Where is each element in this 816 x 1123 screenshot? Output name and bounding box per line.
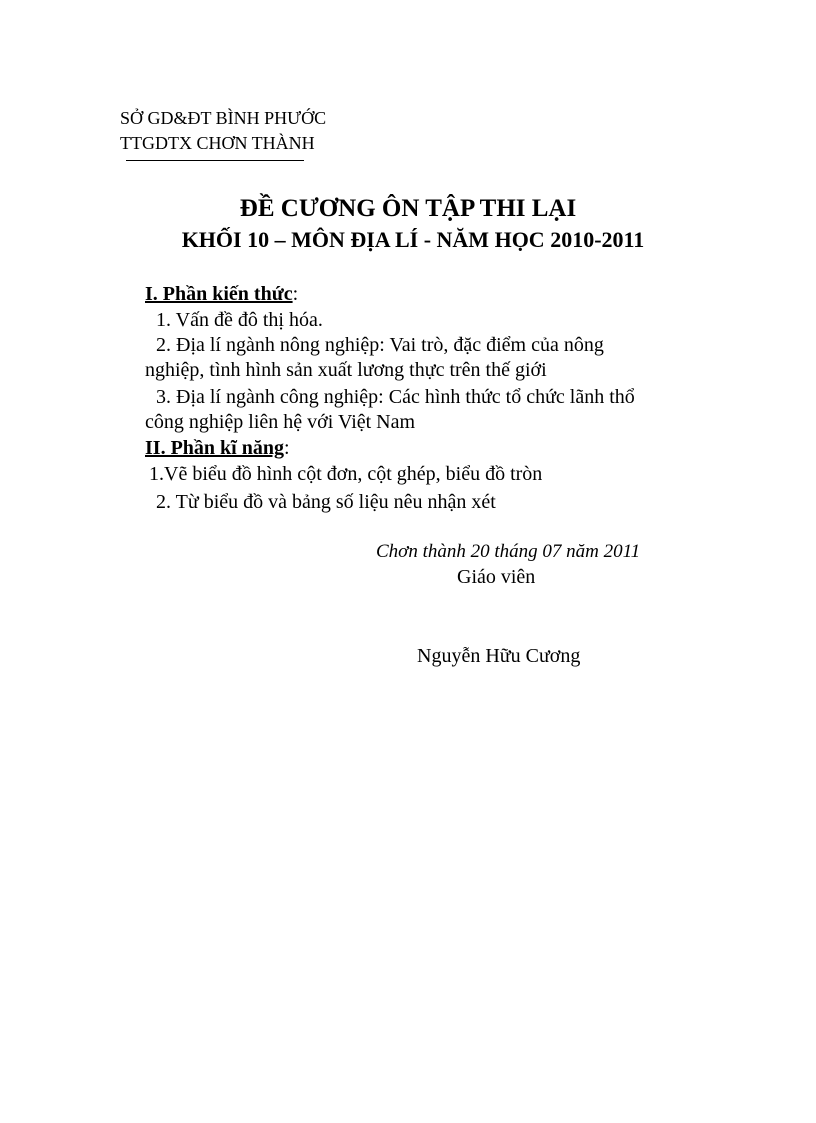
section-1-item-1: 1. Vấn đề đô thị hóa.: [156, 309, 323, 331]
section-2-heading-text: II. Phần kĩ năng: [145, 437, 284, 459]
signature-place-date: Chơn thành 20 tháng 07 năm 2011: [376, 541, 641, 562]
document-subtitle: KHỐI 10 – MÔN ĐỊA LÍ - NĂM HỌC 2010-2011: [181, 227, 645, 252]
section-2-item-2: 2. Từ biểu đồ và bảng số liệu nêu nhận xét: [156, 491, 496, 513]
section-1-heading: [145, 282, 298, 306]
section-1-item-2-cont: nghiệp, tình hình sản xuất lương thực trên thế giới: [145, 359, 547, 381]
org-line-2: TTGDTX CHƠN THÀNH: [120, 133, 315, 153]
section-1-item-3-cont: công nghiệp liên hệ với Việt Nam: [145, 411, 416, 433]
section-1-item-2: 2. Địa lí ngành nông nghiệp: Vai trò, đặc điểm của nông: [156, 334, 604, 356]
section-2-heading: [145, 436, 290, 460]
section-2-colon: :: [283, 437, 290, 459]
section-2-item-1: 1.Vẽ biểu đồ hình cột đơn, cột ghép, biểu đồ tròn: [149, 463, 543, 485]
section-1-colon: :: [292, 283, 299, 305]
section-1-item-3: 3. Địa lí ngành công nghiệp: Các hình thức tổ chức lãnh thổ: [156, 386, 635, 408]
header-divider: [126, 160, 304, 161]
org-line-1: SỞ GD&ĐT BÌNH PHƯỚC: [120, 108, 327, 128]
signature-role: Giáo viên: [457, 566, 536, 588]
signature-name: Nguyễn Hữu Cương: [417, 645, 581, 667]
document-title: ĐỀ CƯƠNG ÔN TẬP THI LẠI: [239, 195, 577, 222]
section-1-heading-text: I. Phần kiến thức: [145, 283, 293, 305]
